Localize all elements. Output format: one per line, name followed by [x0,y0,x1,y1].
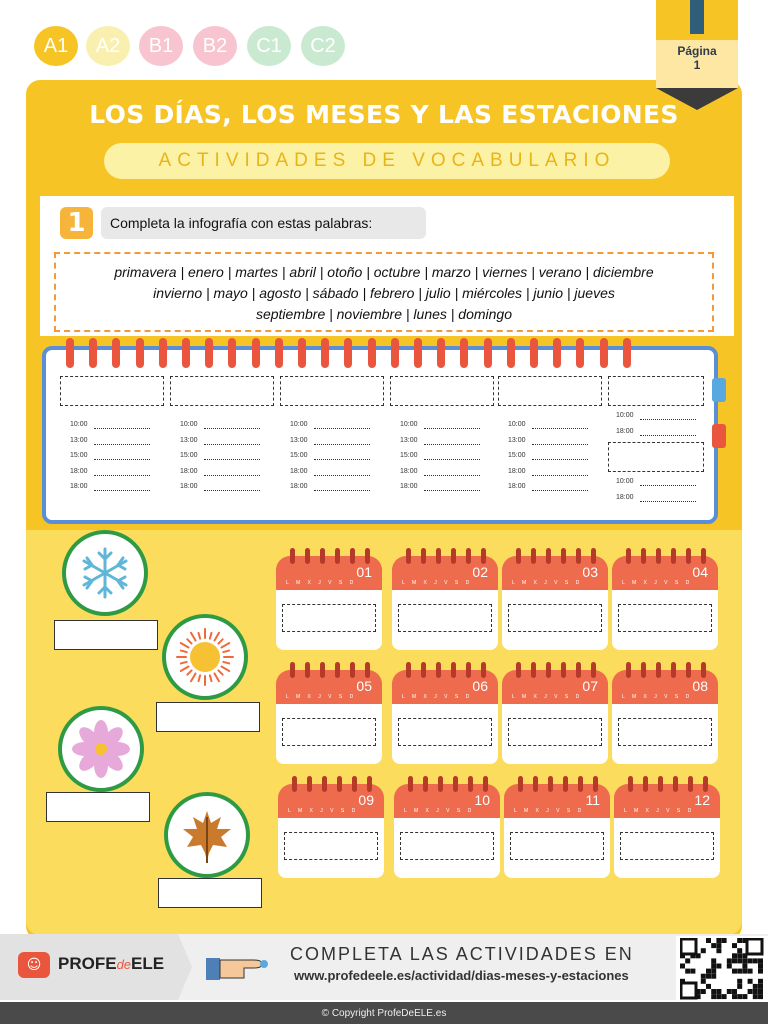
word-bank-line-2: invierno | mayo | agosto | sábado | febrero | julio | miércoles | junio | jueves [153,285,615,301]
month-calendar [612,548,718,644]
calendar-ring [290,548,295,564]
calendar-ring [686,662,691,678]
calendar-ring [451,548,456,564]
calendar-ring [468,776,473,792]
calendar-ring [688,776,693,792]
calendar-ring [626,662,631,678]
time-label: 18:00 [290,467,308,475]
weekday-initials: L M X J V S D [402,580,473,586]
time-label: 18:00 [508,483,526,490]
month-calendar [394,776,500,872]
month-number: 04 [692,564,708,580]
time-label: 18:00 [616,494,634,501]
calendar-ring [576,662,581,678]
pointing-hand-icon [204,944,270,984]
level-badge-a1[interactable]: A1 [34,26,78,66]
calendar-ring [561,662,566,678]
time-label: 10:00 [290,421,308,428]
planner-ring [275,338,283,368]
calendar-ring [671,662,676,678]
word-bank-line-1: primavera | enero | martes | abril | otoño | octubre | marzo | viernes | verano | diciembre [114,264,654,280]
time-answer-line[interactable] [204,459,260,460]
weekday-initials: L M X J V S D [514,808,585,814]
planner-ring [391,338,399,368]
weekday-initials: L M X J V S D [286,580,357,586]
time-answer-line[interactable] [204,428,260,429]
time-label: 18:00 [400,483,418,490]
day-answer-box-1[interactable] [60,376,164,406]
word-bank [54,252,714,332]
calendar-ring [320,662,325,678]
calendar-ring [516,662,521,678]
time-answer-line[interactable] [424,444,480,445]
time-label: 15:00 [180,452,198,459]
calendar-ring [350,548,355,564]
calendar-ring [305,548,310,564]
time-answer-line[interactable] [94,444,150,445]
calendar-ring [673,776,678,792]
day-answer-box-4[interactable] [390,376,494,406]
calendar-ring [421,662,426,678]
calendar-ring [701,548,706,564]
planner-ring [600,338,608,368]
calendar-ring [578,776,583,792]
planner-tab-blue [712,378,726,402]
month-calendar [504,776,610,872]
calendar-ring [337,776,342,792]
calendar-ring [533,776,538,792]
day-answer-box-2[interactable] [170,376,274,406]
time-label: 18:00 [70,483,88,490]
time-answer-line[interactable] [314,490,370,491]
calendar-ring [531,548,536,564]
page-title: LOS DÍAS, LOS MESES Y LAS ESTACIONES [89,100,679,129]
month-answer-box[interactable] [282,718,376,746]
planner-ring [252,338,260,368]
level-badge-c2[interactable]: C2 [301,26,345,66]
time-label: 10:00 [508,421,526,428]
month-number: 01 [356,564,372,580]
weekday-initials: L M X J V S D [624,808,695,814]
calendar-ring [436,662,441,678]
month-answer-box[interactable] [400,832,494,860]
time-label: 15:00 [290,452,308,459]
month-number: 08 [692,678,708,694]
planner-ring [507,338,515,368]
calendar-ring [656,662,661,678]
month-number: 07 [582,678,598,694]
brand-logo[interactable]: PROFEdeELE [58,954,165,973]
weekday-initials: L M X J V S D [404,808,475,814]
planner-ring [228,338,236,368]
calendar-ring [481,548,486,564]
weekday-initials: L M X J V S D [512,694,583,700]
calendar-ring [453,776,458,792]
level-badge-c1[interactable]: C1 [247,26,291,66]
month-answer-box[interactable] [508,604,602,632]
page-label: Página [677,44,717,58]
season-answer-box-1[interactable] [54,620,158,650]
snowflake-icon [77,545,133,601]
month-answer-box[interactable] [284,832,378,860]
planner-ring [321,338,329,368]
calendar-ring [438,776,443,792]
month-answer-box[interactable] [508,718,602,746]
calendar-ring [290,662,295,678]
planner-ring [112,338,120,368]
footer-url[interactable]: www.profedeele.es/actividad/dias-meses-y-estaciones [294,968,629,983]
planner-ring [182,338,190,368]
time-answer-line[interactable] [314,459,370,460]
time-label: 10:00 [400,421,418,428]
time-label: 10:00 [180,421,198,428]
calendar-ring [481,662,486,678]
season-autumn-circle [164,792,250,878]
weekday-initials: L M X J V S D [286,694,357,700]
calendar-ring [466,548,471,564]
level-badge-b2[interactable]: B2 [193,26,237,66]
time-answer-line[interactable] [424,475,480,476]
calendar-ring [367,776,372,792]
calendar-ring [406,662,411,678]
planner-ring [89,338,97,368]
calendar-ring [576,548,581,564]
season-winter-circle [62,530,148,616]
month-answer-box[interactable] [282,604,376,632]
planner-ring [437,338,445,368]
planner-ring [414,338,422,368]
weekday-initials: L M X J V S D [512,580,583,586]
planner-ring [623,338,631,368]
calendar-ring [466,662,471,678]
calendar-ring [518,776,523,792]
month-calendar [502,548,608,644]
level-badge-b1[interactable]: B1 [139,26,183,66]
weekday-initials: L M X J V S D [622,580,693,586]
calendar-ring [546,662,551,678]
logo-icon: ☺ [18,952,50,978]
time-label: 13:00 [508,436,526,444]
calendar-ring [626,548,631,564]
month-calendar [502,662,608,758]
month-calendar [612,662,718,758]
planner-ring [66,338,74,368]
month-calendar [276,548,382,644]
calendar-ring [643,776,648,792]
calendar-ring [656,548,661,564]
month-number: 10 [474,792,490,808]
calendar-ring [365,662,370,678]
time-answer-line[interactable] [94,475,150,476]
time-answer-line[interactable] [532,428,588,429]
time-label: 10:00 [616,478,634,485]
page-subtitle: ACTIVIDADES DE VOCABULARIO [104,143,670,179]
exercise-instruction: Completa la infografía con estas palabras: [101,207,426,239]
month-number: 03 [582,564,598,580]
season-answer-box-2[interactable] [156,702,260,732]
day-answer-box-5[interactable] [498,376,602,406]
planner-ring [344,338,352,368]
time-answer-line[interactable] [640,419,696,420]
calendar-ring [352,776,357,792]
time-label: 18:00 [70,467,88,475]
calendar-ring [593,776,598,792]
day-answer-box-3[interactable] [280,376,384,406]
time-answer-line[interactable] [314,475,370,476]
calendar-ring [658,776,663,792]
time-answer-line[interactable] [314,444,370,445]
qr-code[interactable] [676,936,768,1002]
time-label: 13:00 [290,436,308,444]
season-answer-box-3[interactable] [46,792,150,822]
planner-ring [576,338,584,368]
calendar-ring [641,548,646,564]
month-answer-box[interactable] [510,832,604,860]
calendar-ring [320,548,325,564]
flower-icon [68,716,134,782]
day-answer-box-7[interactable] [608,442,704,472]
time-answer-line[interactable] [424,428,480,429]
month-number: 02 [472,564,488,580]
time-answer-line[interactable] [204,475,260,476]
month-calendar [392,662,498,758]
copyright: © Copyright ProfeDeELE.es [0,1002,768,1024]
time-label: 15:00 [70,452,88,459]
weekday-initials: L M X J V S D [288,808,359,814]
calendar-ring [531,662,536,678]
time-label: 18:00 [180,467,198,475]
time-label: 18:00 [290,483,308,490]
planner-ring [298,338,306,368]
calendar-ring [548,776,553,792]
planner-ring [530,338,538,368]
calendar-ring [307,776,312,792]
weekday-initials: L M X J V S D [402,694,473,700]
month-answer-box[interactable] [620,832,714,860]
planner-ring [460,338,468,368]
calendar-ring [701,662,706,678]
calendar-ring [350,662,355,678]
footer-cta: COMPLETA LAS ACTIVIDADES EN [290,944,634,964]
time-answer-line[interactable] [314,428,370,429]
time-label: 18:00 [400,467,418,475]
time-label: 13:00 [180,436,198,444]
calendar-ring [703,776,708,792]
sun-icon [174,626,236,688]
time-answer-line[interactable] [532,444,588,445]
time-answer-line[interactable] [94,459,150,460]
season-spring-circle [58,706,144,792]
calendar-ring [406,548,411,564]
calendar-ring [335,548,340,564]
calendar-ring [408,776,413,792]
autumn-leaf-icon [177,805,237,865]
calendar-ring [546,548,551,564]
time-answer-line[interactable] [532,475,588,476]
pencil-stripe [690,0,704,34]
calendar-ring [563,776,568,792]
word-bank-line-3: septiembre | noviembre | lunes | domingo [255,306,513,322]
time-answer-line[interactable] [424,490,480,491]
month-answer-box[interactable] [398,718,492,746]
time-answer-line[interactable] [640,435,696,436]
time-label: 10:00 [70,421,88,428]
month-calendar [278,776,384,872]
month-answer-box[interactable] [618,718,712,746]
time-answer-line[interactable] [532,459,588,460]
season-answer-box-4[interactable] [158,878,262,908]
month-calendar [276,662,382,758]
time-answer-line[interactable] [532,490,588,491]
planner-ring [553,338,561,368]
calendar-ring [591,548,596,564]
time-label: 18:00 [508,467,526,475]
planner-tab-red [712,424,726,448]
planner-ring [159,338,167,368]
weekday-initials: L M X J V S D [622,694,693,700]
month-answer-box[interactable] [398,604,492,632]
month-number: 09 [358,792,374,808]
calendar-ring [421,548,426,564]
month-calendar [392,548,498,644]
month-answer-box[interactable] [618,604,712,632]
calendar-ring [483,776,488,792]
planner-ring [136,338,144,368]
day-answer-box-6[interactable] [608,376,704,406]
calendar-ring [591,662,596,678]
exercise-number: 1 [60,207,93,239]
time-answer-line[interactable] [640,485,696,486]
time-label: 13:00 [400,436,418,444]
calendar-ring [641,662,646,678]
time-label: 15:00 [508,452,526,459]
month-number: 11 [585,792,600,808]
time-answer-line[interactable] [204,444,260,445]
calendar-ring [561,548,566,564]
time-answer-line[interactable] [204,490,260,491]
planner-ring [484,338,492,368]
calendar-ring [292,776,297,792]
calendar-ring [686,548,691,564]
month-number: 06 [472,678,488,694]
calendar-ring [335,662,340,678]
calendar-ring [451,662,456,678]
time-label: 15:00 [400,452,418,459]
calendar-ring [423,776,428,792]
time-label: 10:00 [616,412,634,419]
calendar-ring [436,548,441,564]
calendar-ring [671,548,676,564]
season-summer-circle [162,614,248,700]
calendar-ring [305,662,310,678]
calendar-ring [628,776,633,792]
month-number: 12 [694,792,710,808]
level-badge-a2[interactable]: A2 [86,26,130,66]
time-answer-line[interactable] [424,459,480,460]
time-answer-line[interactable] [94,428,150,429]
time-answer-line[interactable] [640,501,696,502]
calendar-ring [322,776,327,792]
month-calendar [614,776,720,872]
month-number: 05 [356,678,372,694]
calendar-ring [365,548,370,564]
time-label: 13:00 [70,436,88,444]
page-number: 1 [693,58,701,72]
planner-ring [368,338,376,368]
time-label: 18:00 [616,428,634,435]
time-label: 18:00 [180,483,198,490]
planner-ring [205,338,213,368]
time-answer-line[interactable] [94,490,150,491]
calendar-ring [516,548,521,564]
